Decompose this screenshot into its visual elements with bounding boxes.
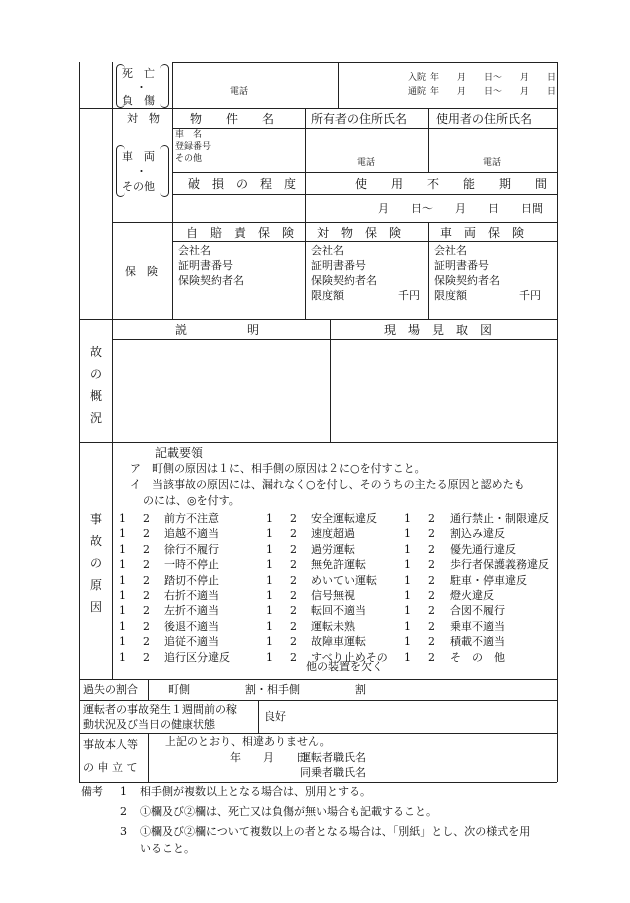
cause-item: 踏切不停止 [164, 574, 219, 587]
statement-date: 年 月 日 [230, 751, 307, 764]
note-2-number: 2 [120, 805, 127, 818]
cause-code-2: 2 [428, 589, 435, 602]
cause-item: 運転未熟 [311, 620, 355, 633]
other-label: その他 [122, 180, 155, 193]
cause-code-2: 2 [143, 604, 150, 617]
fault-ratio-label: 過失の割合 [83, 683, 138, 696]
note-2: ①欄及び②欄は、死亡又は負傷が無い場合も記載すること。 [140, 805, 437, 818]
cause-code-1: 1 [119, 620, 126, 633]
property-target-label: 対 物 [127, 112, 160, 125]
driver-status-value: 良好 [264, 710, 286, 723]
cause-item: 歩行者保護義務違反 [450, 558, 549, 571]
cause-code-1: 1 [119, 512, 126, 525]
cause-code-2: 2 [428, 527, 435, 540]
cause-code-2: 2 [143, 527, 150, 540]
cause-code-2: 2 [428, 574, 435, 587]
cause-item: 無免許運転 [311, 558, 366, 571]
hospitalized-date-range: 年 月 日〜 月 日 [430, 73, 557, 83]
cause-item: 信号無視 [311, 589, 355, 602]
company-name-label: 会社名 [311, 244, 344, 257]
cause-item: 右折不適当 [164, 589, 219, 602]
cause-code-2: 2 [143, 651, 150, 664]
cause-code-1: 1 [404, 635, 411, 648]
cause-item: 乗車不適当 [450, 620, 505, 633]
cause-code-1: 1 [119, 651, 126, 664]
note-3-number: 3 [120, 825, 127, 838]
cause-item: 一時不停止 [164, 558, 219, 571]
cause-item: 追越不適当 [164, 527, 219, 540]
cause-item: 転回不適当 [311, 604, 366, 617]
car-name-label: 車 名 [175, 130, 203, 140]
cause-code-2: 2 [143, 635, 150, 648]
other-item-label: その他 [175, 154, 203, 164]
cause-item: 割込み違反 [450, 527, 505, 540]
guide-item-b: イ 当該事故の原因には、漏れなく○を付し、そのうちの主たる原因と認めたも [130, 478, 525, 491]
cause-code-1: 1 [266, 574, 273, 587]
dot-separator: ・ [136, 165, 147, 178]
limit-unit: 千円 [519, 289, 541, 302]
passenger-signature-label: 同乗者職氏名 [300, 766, 366, 779]
cause-code-1: 1 [404, 651, 411, 664]
overview-side-label: 故 の 概 況 [89, 345, 102, 425]
cause-item: すべり止めその [311, 651, 388, 664]
cause-code-2: 2 [290, 527, 297, 540]
cause-item: 左折不適当 [164, 604, 219, 617]
cause-code-2: 2 [428, 620, 435, 633]
policyholder-label: 保険契約者名 [178, 274, 244, 287]
cert-number-label: 証明書番号 [434, 259, 489, 272]
cause-code-2: 2 [143, 558, 150, 571]
cause-code-1: 1 [404, 543, 411, 556]
notes-label: 備考 [81, 785, 103, 798]
cause-code-1: 1 [266, 651, 273, 664]
cause-item: 優先通行違反 [450, 543, 516, 556]
cause-item: 通行禁止・制限違反 [450, 512, 549, 525]
fault-ratio-text: 町側 割・相手側 割 [168, 683, 366, 696]
outpatient-date-range: 年 月 日〜 月 日 [430, 87, 557, 97]
cause-code-2: 2 [143, 574, 150, 587]
cause-code-1: 1 [119, 574, 126, 587]
vehicle-insurance-header: 車 両 保 険 [440, 226, 525, 240]
item-name-header: 物 件 名 [190, 112, 275, 126]
explanation-header: 説 明 [175, 323, 260, 337]
company-name-label: 会社名 [178, 244, 211, 257]
driver-signature-label: 運転者職氏名 [300, 751, 366, 764]
cause-code-1: 1 [404, 604, 411, 617]
cause-item: 駐車・停車違反 [450, 574, 527, 587]
cause-code-1: 1 [119, 604, 126, 617]
statement-label-line1: 事故本人等 [83, 738, 138, 751]
cause-item: めいてい運転 [311, 574, 377, 587]
owner-phone-label: 電話 [357, 158, 376, 168]
cause-code-1: 1 [404, 589, 411, 602]
compulsory-insurance-header: 自 賠 責 保 険 [186, 226, 295, 240]
cause-code-1: 1 [119, 589, 126, 602]
cause-code-1: 1 [404, 620, 411, 633]
driver-status-label-line1: 運転者の事故発生１週間前の稼 [83, 703, 237, 716]
cause-item: 合図不履行 [450, 604, 505, 617]
note-1: 相手側が複数以上となる場合は、別用とする。 [140, 785, 371, 798]
hospitalized-label: 入院 [408, 73, 427, 83]
dot-separator: ・ [136, 81, 147, 94]
user-header: 使用者の住所氏名 [436, 112, 533, 126]
injury-label: 負 傷 [122, 94, 155, 107]
cause-item: 燈火違反 [450, 589, 494, 602]
cause-code-1: 1 [266, 604, 273, 617]
guide-title: 記載要領 [155, 446, 204, 460]
statement-label-line2: の 申 立 て [83, 761, 138, 774]
cause-code-2: 2 [428, 512, 435, 525]
cause-code-2: 2 [290, 512, 297, 525]
limit-unit: 千円 [398, 289, 420, 302]
cause-extra-text: 他の装置を欠く [306, 660, 383, 673]
cause-code-2: 2 [428, 543, 435, 556]
cause-code-2: 2 [290, 651, 297, 664]
cause-code-1: 1 [266, 635, 273, 648]
cause-code-2: 2 [290, 635, 297, 648]
cause-code-2: 2 [428, 558, 435, 571]
cause-code-2: 2 [143, 543, 150, 556]
guide-item-a: ア 町側の原因は１に、相手側の原因は２に○を付すこと。 [130, 462, 426, 475]
cause-code-1: 1 [404, 558, 411, 571]
cause-code-1: 1 [266, 620, 273, 633]
damage-degree-header: 破 損 の 程 度 [188, 177, 297, 191]
cause-code-1: 1 [404, 574, 411, 587]
unusable-period-header: 使 用 不 能 期 間 [355, 177, 548, 191]
driver-status-label-line2: 動状況及び当日の健康状態 [83, 718, 215, 731]
cause-code-1: 1 [266, 543, 273, 556]
statement-text: 上記のとおり、相違ありません。 [165, 735, 331, 748]
death-label: 死 亡 [122, 67, 155, 80]
unusable-period-value: 月 日〜 月 日 日間 [378, 202, 543, 215]
note-3-cont: いること。 [140, 842, 195, 855]
property-insurance-header: 対 物 保 険 [317, 226, 402, 240]
cause-code-1: 1 [119, 635, 126, 648]
cause-code-2: 2 [290, 620, 297, 633]
cause-item: 追行区分違反 [164, 651, 230, 664]
limit-label: 限度額 [311, 289, 344, 302]
cause-code-1: 1 [404, 512, 411, 525]
guide-item-b-cont: のには、◎を付す。 [143, 494, 240, 507]
cert-number-label: 証明書番号 [311, 259, 366, 272]
cause-code-2: 2 [428, 651, 435, 664]
cause-item: 安全運転違反 [311, 512, 377, 525]
user-phone-label: 電話 [483, 158, 502, 168]
cause-code-1: 1 [266, 558, 273, 571]
cause-item: 積載不適当 [450, 635, 505, 648]
vehicle-label: 車 両 [122, 150, 155, 163]
cause-item: 追従不適当 [164, 635, 219, 648]
bracket-right [160, 145, 169, 197]
cause-code-2: 2 [290, 558, 297, 571]
cause-item: 後退不適当 [164, 620, 219, 633]
note-1-number: 1 [120, 785, 127, 798]
bracket-right [160, 64, 169, 108]
insurance-label: 保 険 [125, 265, 158, 278]
cause-item: 過労運転 [311, 543, 355, 556]
cause-code-1: 1 [266, 589, 273, 602]
cert-number-label: 証明書番号 [178, 259, 233, 272]
outpatient-label: 通院 [408, 87, 427, 97]
cause-code-1: 1 [266, 512, 273, 525]
cause-code-2: 2 [428, 604, 435, 617]
cause-code-2: 2 [428, 635, 435, 648]
company-name-label: 会社名 [434, 244, 467, 257]
cause-item: 徐行不履行 [164, 543, 219, 556]
cause-code-2: 2 [143, 512, 150, 525]
cause-code-2: 2 [290, 574, 297, 587]
cause-item: 速度超過 [311, 527, 355, 540]
cause-code-1: 1 [119, 527, 126, 540]
cause-item: 故障車運転 [311, 635, 366, 648]
limit-label: 限度額 [434, 289, 467, 302]
policyholder-label: 保険契約者名 [311, 274, 377, 287]
cause-code-2: 2 [290, 543, 297, 556]
causes-side-label: 事 故 の 原 因 [89, 512, 102, 614]
cause-code-2: 2 [290, 604, 297, 617]
cause-code-2: 2 [143, 620, 150, 633]
cause-code-1: 1 [119, 543, 126, 556]
cause-item: 前方不注意 [164, 512, 219, 525]
cause-code-1: 1 [404, 527, 411, 540]
cause-code-2: 2 [143, 589, 150, 602]
note-3: ①欄及び②欄について複数以上の者となる場合は、「別紙」とし、次の様式を用 [140, 825, 531, 838]
cause-code-1: 1 [266, 527, 273, 540]
casualty-phone-label: 電話 [230, 87, 249, 97]
policyholder-label: 保険契約者名 [434, 274, 500, 287]
cause-code-1: 1 [119, 558, 126, 571]
registration-number-label: 登録番号 [175, 142, 212, 152]
cause-item: そ の 他 [450, 651, 505, 664]
site-map-header: 現 場 見 取 図 [384, 323, 493, 337]
cause-code-2: 2 [290, 589, 297, 602]
owner-header: 所有者の住所氏名 [311, 112, 408, 126]
